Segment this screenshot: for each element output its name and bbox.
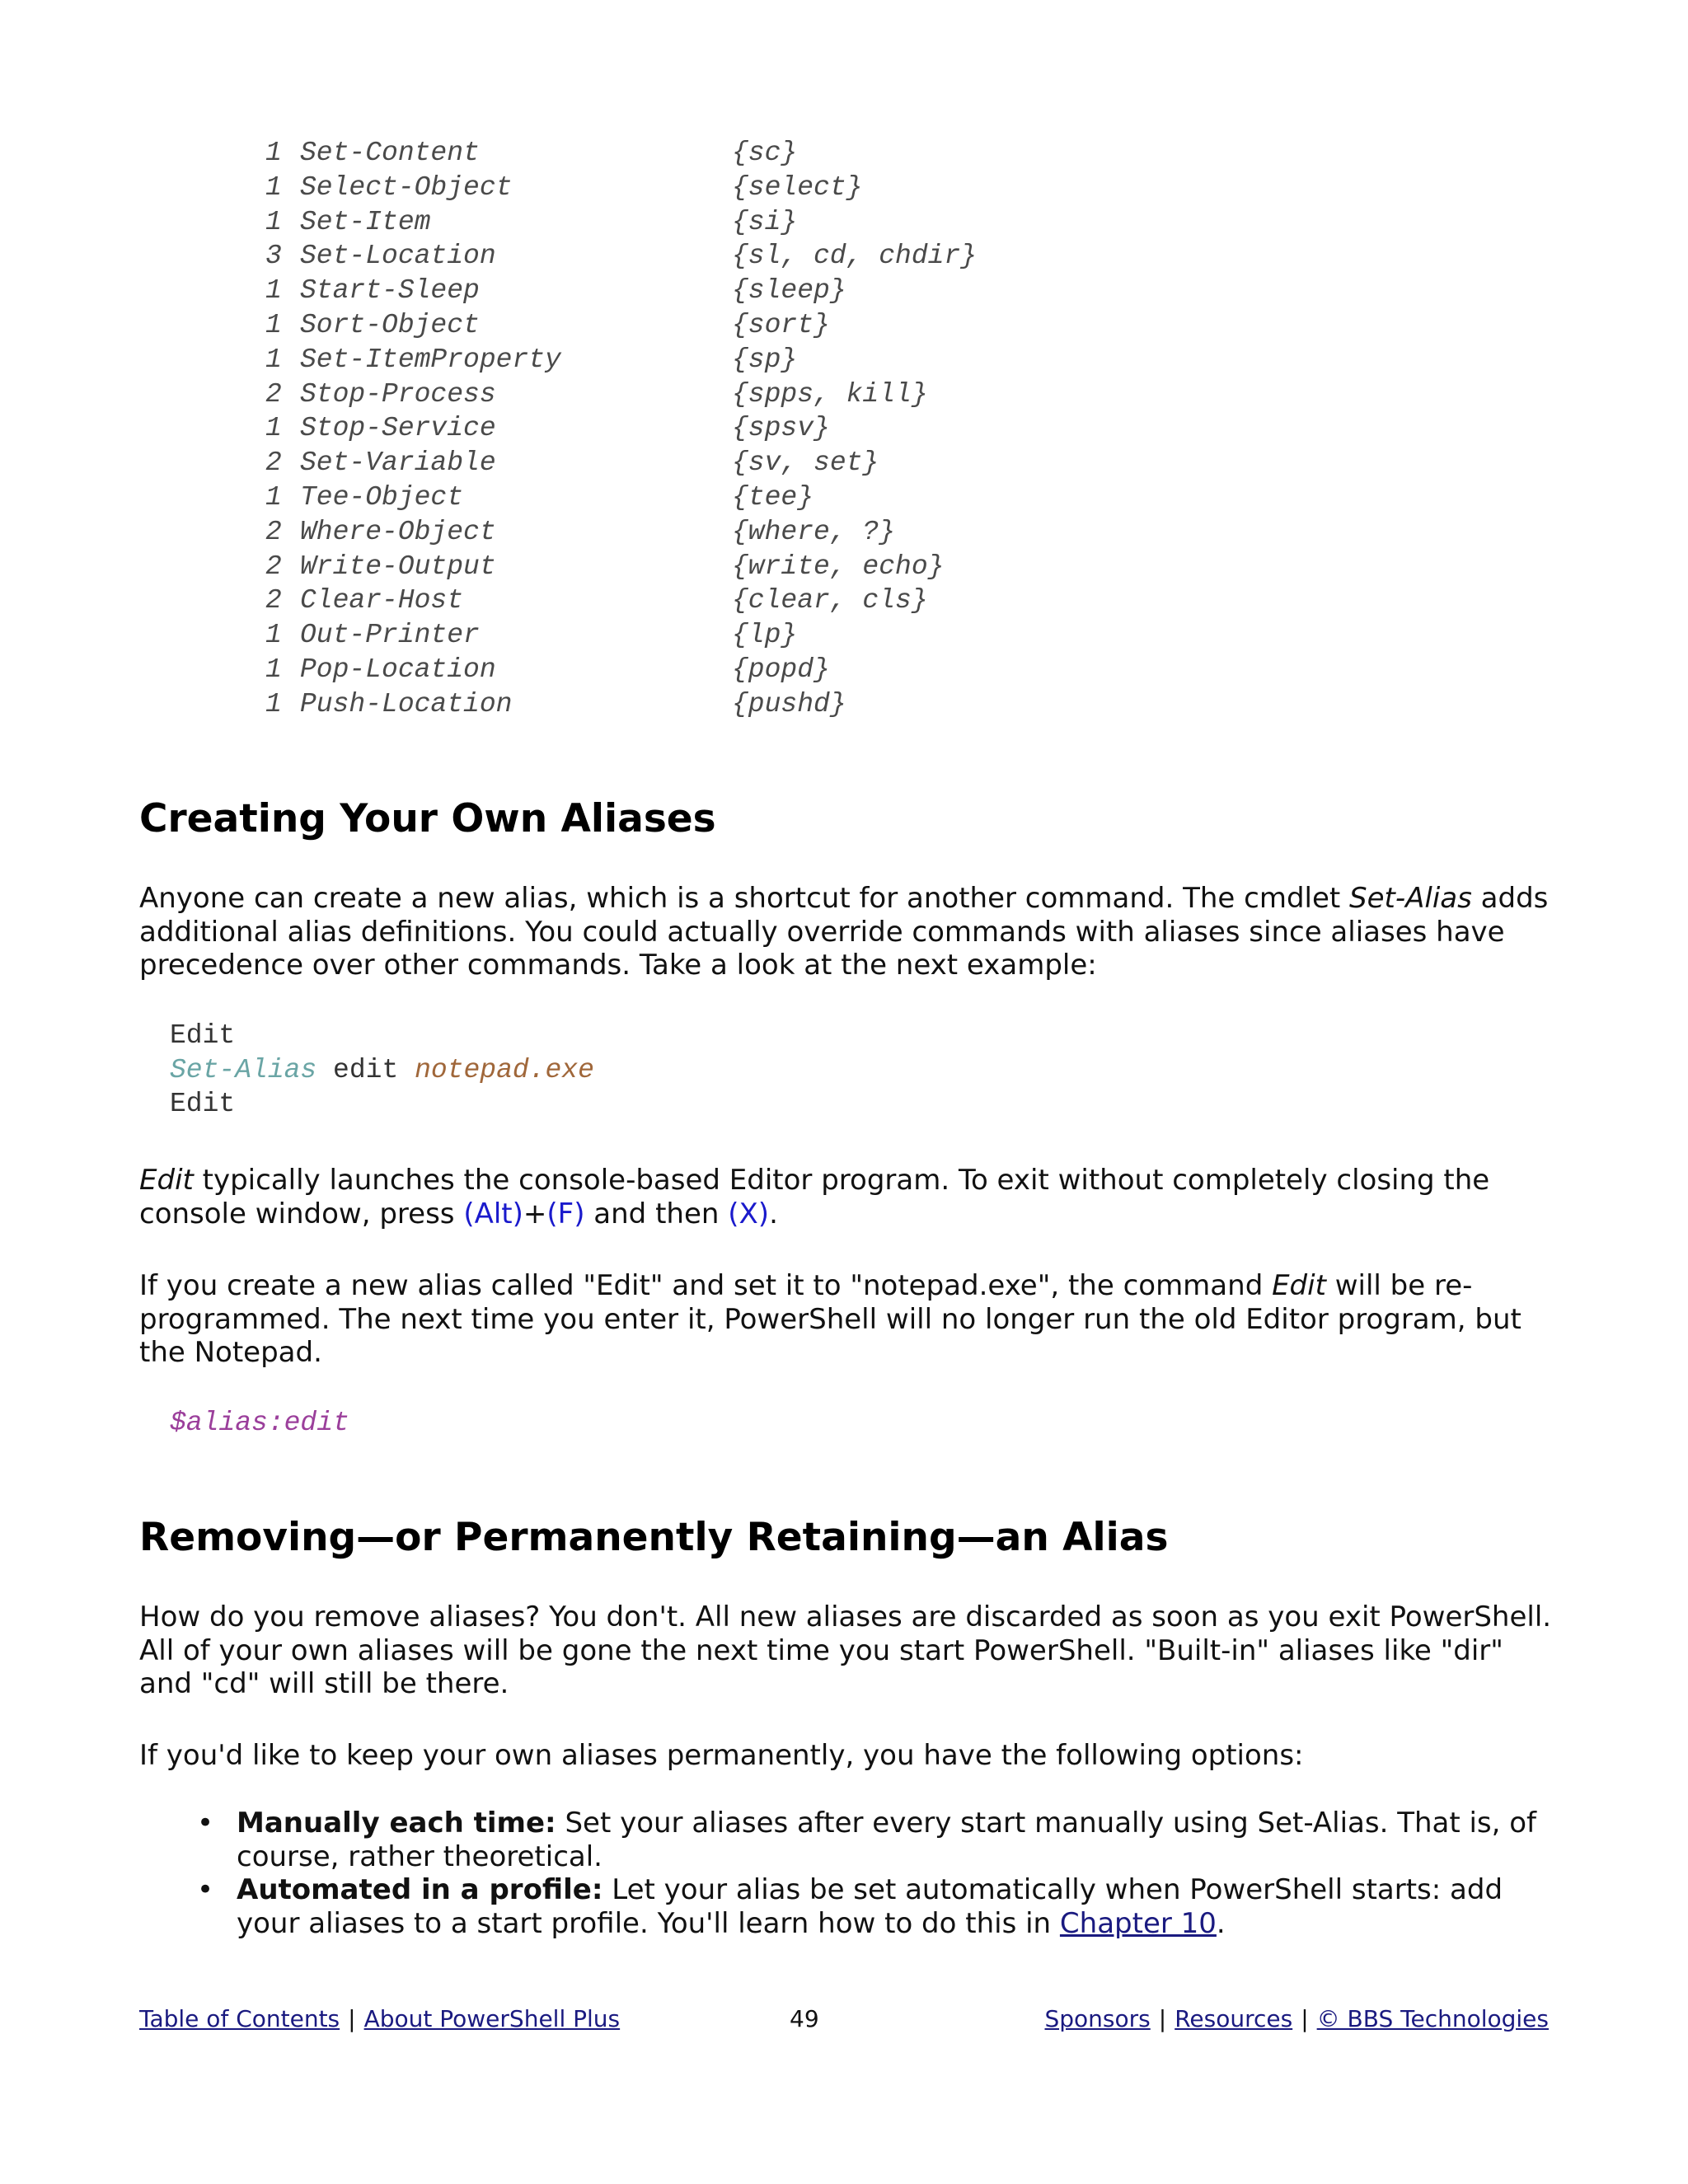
alias-count: 1 — [265, 275, 282, 307]
alias-count: 1 — [265, 171, 282, 203]
alias-count: 1 — [265, 344, 282, 375]
cmdlet-name: Stop-Service — [300, 413, 496, 444]
cmdlet-name: Set-Content — [300, 138, 480, 168]
alias-list: {sp} — [732, 344, 798, 375]
cmdlet-name: Write-Output — [300, 551, 496, 582]
alias-list: {sv, set} — [732, 448, 879, 479]
alias-list: {popd} — [732, 654, 830, 685]
options-list — [139, 1807, 1557, 1940]
cmdlet-name: Select-Object — [300, 171, 513, 203]
heading-creating-aliases: Creating Your Own Aliases — [139, 796, 716, 841]
cmdlet-name: Sort-Object — [300, 309, 480, 340]
alias-list: {select} — [732, 171, 863, 203]
cmdlet-name: Out-Printer — [300, 620, 480, 651]
cmdlet-name: Set-ItemProperty — [300, 344, 561, 375]
key-f: (F) — [546, 1197, 585, 1230]
bullet-icon: • — [197, 1807, 214, 1840]
alias-count: 1 — [265, 138, 282, 168]
paragraph-keep-options: If you'd like to keep your own aliases permanently, you have the following options: — [139, 1739, 1304, 1772]
alias-count: 2 — [265, 448, 282, 479]
paragraph-edit-explanation: Edit typically launches the console-based Editor program. To exit without completely closing the console window, press (Alt)+(F) and then (X). — [139, 1164, 1490, 1230]
footer-separator: | — [348, 2005, 356, 2032]
footer-separator: | — [1301, 2005, 1309, 2032]
cmdlet-name: Push-Location — [300, 688, 513, 719]
cmdlet-name: Start-Sleep — [300, 275, 480, 307]
alias-count: 2 — [265, 551, 282, 582]
key-alt: (Alt) — [463, 1197, 523, 1230]
code-line: Set-Alias edit notepad.exe — [170, 1054, 594, 1085]
footer-left-links — [139, 2004, 620, 2034]
alias-count: 1 — [265, 620, 282, 651]
alias-list: {sl, cd, chdir} — [732, 241, 978, 272]
cmdlet-name: Stop-Process — [300, 378, 496, 410]
link-resources[interactable]: Resources — [1175, 2005, 1293, 2032]
list-item: • Manually each time: Set your aliases after every start manually using Set-Alias. That is, of course, rather theoretical. — [197, 1807, 1537, 1873]
cmdlet-name: Tee-Object — [300, 481, 464, 513]
code-variable: $alias:edit — [170, 1408, 349, 1438]
code-example-alias-variable — [170, 1406, 349, 1441]
alias-count: 1 — [265, 309, 282, 340]
alias-list: {write, echo} — [732, 551, 945, 582]
link-chapter-10[interactable]: Chapter 10 — [1059, 1906, 1217, 1940]
cmdlet-name: Set-Item — [300, 206, 431, 237]
alias-count: 2 — [265, 516, 282, 547]
alias-list: {where, ?} — [732, 516, 896, 547]
alias-list: {si} — [732, 206, 798, 237]
paragraph-edit-reprogrammed: If you create a new alias called "Edit" and set it to "notepad.exe", the command Edit will be re-programmed. The next time you enter it, PowerShell will no longer run the old Editor program, but the Notepad. — [139, 1269, 1522, 1369]
link-table-of-contents[interactable]: Table of Contents — [139, 2005, 340, 2032]
paragraph-remove-aliases: How do you remove aliases? You don't. All new aliases are discarded as soon as you exit PowerShell. All of your own aliases will be gone the next time you start PowerShell. "Built-in" aliases like "dir" and "cd" will still be there. — [139, 1601, 1552, 1700]
link-sponsors[interactable]: Sponsors — [1044, 2005, 1151, 2032]
heading-removing-aliases: Removing—or Permanently Retaining—an Alias — [139, 1515, 1169, 1560]
code-line: Edit — [170, 1089, 236, 1119]
alias-list: {lp} — [732, 620, 798, 651]
alias-count: 1 — [265, 654, 282, 685]
cmdlet-name: Clear-Host — [300, 585, 464, 616]
alias-list: {pushd} — [732, 688, 846, 719]
alias-count: 1 — [265, 481, 282, 513]
link-bbs-technologies[interactable]: © BBS Technologies — [1316, 2005, 1549, 2032]
alias-list: {tee} — [732, 481, 814, 513]
cmdlet-set-alias: Set-Alias — [1349, 882, 1472, 915]
alias-list: {sleep} — [732, 275, 846, 307]
paragraph-set-alias-intro: Anyone can create a new alias, which is a shortcut for another command. The cmdlet Set-Alias adds additional alias definitions. You could actually override commands with aliases since aliases have precedence over other commands. Take a look at the next example: — [139, 882, 1549, 982]
cmdlet-name: Pop-Location — [300, 654, 496, 685]
alias-count: 1 — [265, 413, 282, 444]
bullet-icon: • — [197, 1873, 214, 1906]
code-string: notepad.exe — [415, 1054, 594, 1085]
alias-count: 1 — [265, 688, 282, 719]
page-number: 49 — [790, 2005, 819, 2032]
link-about-powershell-plus[interactable]: About PowerShell Plus — [363, 2005, 621, 2032]
alias-list: {clear, cls} — [732, 585, 928, 616]
footer-right-links — [1045, 2004, 1550, 2034]
alias-count: 2 — [265, 378, 282, 410]
cmdlet-name: Where-Object — [300, 516, 496, 547]
alias-count: 2 — [265, 585, 282, 616]
alias-list: {spsv} — [732, 413, 830, 444]
code-example-set-alias — [170, 1019, 594, 1122]
alias-list: {sort} — [732, 309, 830, 340]
cmdlet-name: Set-Location — [300, 241, 496, 272]
alias-count: 3 — [265, 241, 282, 272]
cmdlet-name: Set-Variable — [300, 448, 496, 479]
code-cmdlet: Set-Alias — [170, 1054, 317, 1085]
key-x: (X) — [728, 1197, 770, 1230]
alias-count: 1 — [265, 206, 282, 237]
alias-list: {sc} — [732, 138, 798, 168]
list-item: • Automated in a profile: Let your alias be set automatically when PowerShell starts: add your aliases to a start profile. You'll learn how to do this in Chapter 10. — [197, 1873, 1503, 1940]
alias-list: {spps, kill} — [732, 378, 928, 410]
code-line: Edit — [170, 1020, 236, 1051]
footer-separator: | — [1158, 2005, 1167, 2032]
